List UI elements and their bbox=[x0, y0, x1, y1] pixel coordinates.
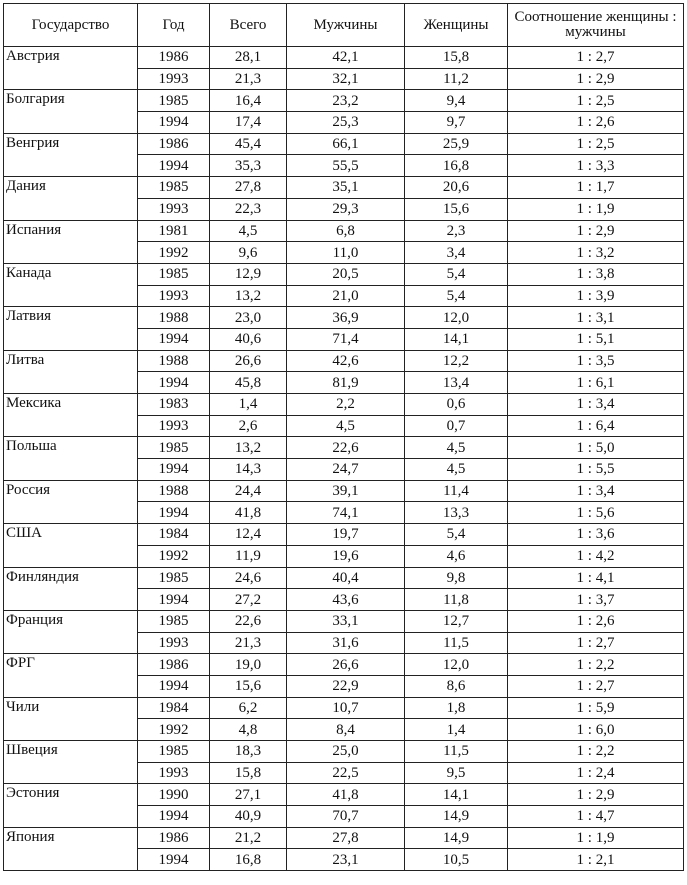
women-cell: 11,8 bbox=[405, 589, 508, 611]
ratio-cell: 1 : 2,5 bbox=[508, 133, 684, 155]
country-cell: Польша bbox=[4, 437, 138, 480]
ratio-cell: 1 : 2,7 bbox=[508, 675, 684, 697]
ratio-cell: 1 : 3,2 bbox=[508, 242, 684, 264]
year-cell: 1993 bbox=[138, 415, 210, 437]
women-cell: 16,8 bbox=[405, 155, 508, 177]
country-cell: Швеция bbox=[4, 741, 138, 784]
total-cell: 22,6 bbox=[210, 610, 287, 632]
year-cell: 1994 bbox=[138, 155, 210, 177]
table-row bbox=[4, 307, 684, 329]
total-cell: 24,6 bbox=[210, 567, 287, 589]
total-cell: 4,8 bbox=[210, 719, 287, 741]
total-cell: 21,2 bbox=[210, 827, 287, 849]
total-cell: 14,3 bbox=[210, 459, 287, 481]
header-women: Женщины bbox=[405, 4, 508, 47]
total-cell: 27,8 bbox=[210, 177, 287, 199]
table-row bbox=[4, 567, 684, 589]
country-cell: Мексика bbox=[4, 394, 138, 437]
men-cell: 42,1 bbox=[287, 47, 405, 69]
men-cell: 32,1 bbox=[287, 68, 405, 90]
ratio-cell: 1 : 3,3 bbox=[508, 155, 684, 177]
year-cell: 1994 bbox=[138, 849, 210, 871]
ratio-cell: 1 : 4,7 bbox=[508, 806, 684, 828]
men-cell: 10,7 bbox=[287, 697, 405, 719]
men-cell: 27,8 bbox=[287, 827, 405, 849]
women-cell: 9,8 bbox=[405, 567, 508, 589]
table-row bbox=[4, 177, 684, 199]
year-cell: 1994 bbox=[138, 372, 210, 394]
year-cell: 1986 bbox=[138, 827, 210, 849]
men-cell: 25,3 bbox=[287, 112, 405, 134]
women-cell: 5,4 bbox=[405, 263, 508, 285]
women-cell: 9,4 bbox=[405, 90, 508, 112]
total-cell: 18,3 bbox=[210, 741, 287, 763]
women-cell: 14,9 bbox=[405, 806, 508, 828]
total-cell: 4,5 bbox=[210, 220, 287, 242]
header-men: Мужчины bbox=[287, 4, 405, 47]
table-row bbox=[4, 220, 684, 242]
total-cell: 45,8 bbox=[210, 372, 287, 394]
country-cell: Латвия bbox=[4, 307, 138, 350]
table-row bbox=[4, 741, 684, 763]
men-cell: 55,5 bbox=[287, 155, 405, 177]
total-cell: 11,9 bbox=[210, 545, 287, 567]
header-row bbox=[4, 4, 684, 47]
table-row bbox=[4, 480, 684, 502]
country-cell: Япония bbox=[4, 827, 138, 870]
ratio-cell: 1 : 4,1 bbox=[508, 567, 684, 589]
table-row bbox=[4, 133, 684, 155]
total-cell: 24,4 bbox=[210, 480, 287, 502]
year-cell: 1985 bbox=[138, 90, 210, 112]
men-cell: 20,5 bbox=[287, 263, 405, 285]
table-row bbox=[4, 827, 684, 849]
men-cell: 74,1 bbox=[287, 502, 405, 524]
women-cell: 9,7 bbox=[405, 112, 508, 134]
total-cell: 41,8 bbox=[210, 502, 287, 524]
table-row bbox=[4, 394, 684, 416]
country-cell: ФРГ bbox=[4, 654, 138, 697]
men-cell: 22,5 bbox=[287, 762, 405, 784]
total-cell: 22,3 bbox=[210, 198, 287, 220]
year-cell: 1993 bbox=[138, 68, 210, 90]
total-cell: 13,2 bbox=[210, 285, 287, 307]
year-cell: 1984 bbox=[138, 697, 210, 719]
total-cell: 13,2 bbox=[210, 437, 287, 459]
total-cell: 15,8 bbox=[210, 762, 287, 784]
year-cell: 1985 bbox=[138, 567, 210, 589]
ratio-cell: 1 : 2,4 bbox=[508, 762, 684, 784]
total-cell: 15,6 bbox=[210, 675, 287, 697]
year-cell: 1986 bbox=[138, 654, 210, 676]
year-cell: 1994 bbox=[138, 589, 210, 611]
total-cell: 2,6 bbox=[210, 415, 287, 437]
table-row bbox=[4, 654, 684, 676]
year-cell: 1992 bbox=[138, 242, 210, 264]
men-cell: 25,0 bbox=[287, 741, 405, 763]
women-cell: 9,5 bbox=[405, 762, 508, 784]
ratio-cell: 1 : 2,7 bbox=[508, 47, 684, 69]
header-total: Всего bbox=[210, 4, 287, 47]
year-cell: 1993 bbox=[138, 632, 210, 654]
year-cell: 1994 bbox=[138, 806, 210, 828]
men-cell: 11,0 bbox=[287, 242, 405, 264]
table-row bbox=[4, 697, 684, 719]
total-cell: 12,9 bbox=[210, 263, 287, 285]
ratio-cell: 1 : 5,1 bbox=[508, 328, 684, 350]
total-cell: 40,6 bbox=[210, 328, 287, 350]
men-cell: 6,8 bbox=[287, 220, 405, 242]
ratio-cell: 1 : 5,0 bbox=[508, 437, 684, 459]
ratio-cell: 1 : 3,1 bbox=[508, 307, 684, 329]
men-cell: 19,6 bbox=[287, 545, 405, 567]
men-cell: 35,1 bbox=[287, 177, 405, 199]
total-cell: 6,2 bbox=[210, 697, 287, 719]
country-cell: Венгрия bbox=[4, 133, 138, 176]
women-cell: 13,3 bbox=[405, 502, 508, 524]
ratio-cell: 1 : 5,6 bbox=[508, 502, 684, 524]
year-cell: 1988 bbox=[138, 350, 210, 372]
table-row bbox=[4, 350, 684, 372]
country-cell: Дания bbox=[4, 177, 138, 220]
year-cell: 1992 bbox=[138, 719, 210, 741]
women-cell: 2,3 bbox=[405, 220, 508, 242]
men-cell: 8,4 bbox=[287, 719, 405, 741]
women-cell: 11,5 bbox=[405, 741, 508, 763]
men-cell: 4,5 bbox=[287, 415, 405, 437]
ratio-cell: 1 : 3,6 bbox=[508, 524, 684, 546]
country-cell: Канада bbox=[4, 263, 138, 306]
women-cell: 20,6 bbox=[405, 177, 508, 199]
men-cell: 70,7 bbox=[287, 806, 405, 828]
year-cell: 1994 bbox=[138, 328, 210, 350]
statistics-table bbox=[3, 3, 684, 871]
year-cell: 1983 bbox=[138, 394, 210, 416]
ratio-cell: 1 : 2,2 bbox=[508, 741, 684, 763]
table-header bbox=[4, 4, 684, 47]
ratio-cell: 1 : 3,7 bbox=[508, 589, 684, 611]
year-cell: 1990 bbox=[138, 784, 210, 806]
country-cell: Литва bbox=[4, 350, 138, 393]
women-cell: 12,2 bbox=[405, 350, 508, 372]
men-cell: 33,1 bbox=[287, 610, 405, 632]
total-cell: 12,4 bbox=[210, 524, 287, 546]
ratio-cell: 1 : 2,6 bbox=[508, 610, 684, 632]
ratio-cell: 1 : 3,8 bbox=[508, 263, 684, 285]
men-cell: 22,6 bbox=[287, 437, 405, 459]
women-cell: 5,4 bbox=[405, 524, 508, 546]
total-cell: 21,3 bbox=[210, 68, 287, 90]
year-cell: 1984 bbox=[138, 524, 210, 546]
men-cell: 23,1 bbox=[287, 849, 405, 871]
total-cell: 1,4 bbox=[210, 394, 287, 416]
ratio-cell: 1 : 3,5 bbox=[508, 350, 684, 372]
year-cell: 1981 bbox=[138, 220, 210, 242]
country-cell: Франция bbox=[4, 610, 138, 653]
header-country: Государство bbox=[4, 4, 138, 47]
men-cell: 81,9 bbox=[287, 372, 405, 394]
year-cell: 1994 bbox=[138, 112, 210, 134]
total-cell: 35,3 bbox=[210, 155, 287, 177]
women-cell: 13,4 bbox=[405, 372, 508, 394]
year-cell: 1988 bbox=[138, 480, 210, 502]
ratio-cell: 1 : 2,5 bbox=[508, 90, 684, 112]
ratio-cell: 1 : 3,4 bbox=[508, 480, 684, 502]
women-cell: 12,0 bbox=[405, 654, 508, 676]
women-cell: 3,4 bbox=[405, 242, 508, 264]
women-cell: 5,4 bbox=[405, 285, 508, 307]
table-row bbox=[4, 90, 684, 112]
women-cell: 15,6 bbox=[405, 198, 508, 220]
total-cell: 9,6 bbox=[210, 242, 287, 264]
country-cell: США bbox=[4, 524, 138, 567]
men-cell: 41,8 bbox=[287, 784, 405, 806]
men-cell: 26,6 bbox=[287, 654, 405, 676]
women-cell: 1,4 bbox=[405, 719, 508, 741]
table-row bbox=[4, 784, 684, 806]
men-cell: 40,4 bbox=[287, 567, 405, 589]
men-cell: 2,2 bbox=[287, 394, 405, 416]
header-ratio: Соотношение женщины : мужчины bbox=[508, 4, 684, 47]
women-cell: 0,7 bbox=[405, 415, 508, 437]
ratio-cell: 1 : 4,2 bbox=[508, 545, 684, 567]
ratio-cell: 1 : 1,9 bbox=[508, 198, 684, 220]
men-cell: 71,4 bbox=[287, 328, 405, 350]
ratio-cell: 1 : 2,9 bbox=[508, 784, 684, 806]
total-cell: 40,9 bbox=[210, 806, 287, 828]
women-cell: 15,8 bbox=[405, 47, 508, 69]
ratio-cell: 1 : 5,5 bbox=[508, 459, 684, 481]
total-cell: 28,1 bbox=[210, 47, 287, 69]
table-row bbox=[4, 263, 684, 285]
ratio-cell: 1 : 2,9 bbox=[508, 68, 684, 90]
table-row bbox=[4, 524, 684, 546]
table-row bbox=[4, 437, 684, 459]
men-cell: 31,6 bbox=[287, 632, 405, 654]
year-cell: 1994 bbox=[138, 459, 210, 481]
country-cell: Эстония bbox=[4, 784, 138, 827]
total-cell: 45,4 bbox=[210, 133, 287, 155]
women-cell: 14,1 bbox=[405, 784, 508, 806]
ratio-cell: 1 : 3,4 bbox=[508, 394, 684, 416]
women-cell: 25,9 bbox=[405, 133, 508, 155]
year-cell: 1985 bbox=[138, 741, 210, 763]
men-cell: 66,1 bbox=[287, 133, 405, 155]
year-cell: 1994 bbox=[138, 502, 210, 524]
men-cell: 36,9 bbox=[287, 307, 405, 329]
total-cell: 27,1 bbox=[210, 784, 287, 806]
total-cell: 21,3 bbox=[210, 632, 287, 654]
header-year: Год bbox=[138, 4, 210, 47]
men-cell: 24,7 bbox=[287, 459, 405, 481]
women-cell: 4,6 bbox=[405, 545, 508, 567]
total-cell: 27,2 bbox=[210, 589, 287, 611]
women-cell: 11,4 bbox=[405, 480, 508, 502]
men-cell: 22,9 bbox=[287, 675, 405, 697]
year-cell: 1985 bbox=[138, 437, 210, 459]
country-cell: Финляндия bbox=[4, 567, 138, 610]
country-cell: Чили bbox=[4, 697, 138, 740]
year-cell: 1993 bbox=[138, 285, 210, 307]
year-cell: 1992 bbox=[138, 545, 210, 567]
ratio-cell: 1 : 2,2 bbox=[508, 654, 684, 676]
country-cell: Австрия bbox=[4, 47, 138, 90]
women-cell: 11,2 bbox=[405, 68, 508, 90]
year-cell: 1985 bbox=[138, 610, 210, 632]
women-cell: 12,0 bbox=[405, 307, 508, 329]
ratio-cell: 1 : 2,7 bbox=[508, 632, 684, 654]
year-cell: 1985 bbox=[138, 177, 210, 199]
women-cell: 10,5 bbox=[405, 849, 508, 871]
men-cell: 19,7 bbox=[287, 524, 405, 546]
table-body bbox=[4, 47, 684, 871]
ratio-cell: 1 : 6,4 bbox=[508, 415, 684, 437]
total-cell: 26,6 bbox=[210, 350, 287, 372]
table-row bbox=[4, 47, 684, 69]
ratio-cell: 1 : 6,0 bbox=[508, 719, 684, 741]
men-cell: 39,1 bbox=[287, 480, 405, 502]
year-cell: 1993 bbox=[138, 762, 210, 784]
total-cell: 16,4 bbox=[210, 90, 287, 112]
year-cell: 1985 bbox=[138, 263, 210, 285]
year-cell: 1994 bbox=[138, 675, 210, 697]
women-cell: 14,9 bbox=[405, 827, 508, 849]
ratio-cell: 1 : 2,1 bbox=[508, 849, 684, 871]
men-cell: 43,6 bbox=[287, 589, 405, 611]
year-cell: 1993 bbox=[138, 198, 210, 220]
women-cell: 4,5 bbox=[405, 459, 508, 481]
country-cell: Россия bbox=[4, 480, 138, 523]
table-row bbox=[4, 610, 684, 632]
ratio-cell: 1 : 1,7 bbox=[508, 177, 684, 199]
men-cell: 23,2 bbox=[287, 90, 405, 112]
ratio-cell: 1 : 1,9 bbox=[508, 827, 684, 849]
women-cell: 11,5 bbox=[405, 632, 508, 654]
women-cell: 14,1 bbox=[405, 328, 508, 350]
women-cell: 8,6 bbox=[405, 675, 508, 697]
men-cell: 21,0 bbox=[287, 285, 405, 307]
total-cell: 16,8 bbox=[210, 849, 287, 871]
ratio-cell: 1 : 2,9 bbox=[508, 220, 684, 242]
year-cell: 1986 bbox=[138, 133, 210, 155]
ratio-cell: 1 : 3,9 bbox=[508, 285, 684, 307]
men-cell: 42,6 bbox=[287, 350, 405, 372]
total-cell: 19,0 bbox=[210, 654, 287, 676]
women-cell: 0,6 bbox=[405, 394, 508, 416]
ratio-cell: 1 : 5,9 bbox=[508, 697, 684, 719]
year-cell: 1986 bbox=[138, 47, 210, 69]
total-cell: 17,4 bbox=[210, 112, 287, 134]
women-cell: 4,5 bbox=[405, 437, 508, 459]
ratio-cell: 1 : 6,1 bbox=[508, 372, 684, 394]
women-cell: 12,7 bbox=[405, 610, 508, 632]
country-cell: Болгария bbox=[4, 90, 138, 133]
men-cell: 29,3 bbox=[287, 198, 405, 220]
ratio-cell: 1 : 2,6 bbox=[508, 112, 684, 134]
country-cell: Испания bbox=[4, 220, 138, 263]
total-cell: 23,0 bbox=[210, 307, 287, 329]
women-cell: 1,8 bbox=[405, 697, 508, 719]
year-cell: 1988 bbox=[138, 307, 210, 329]
